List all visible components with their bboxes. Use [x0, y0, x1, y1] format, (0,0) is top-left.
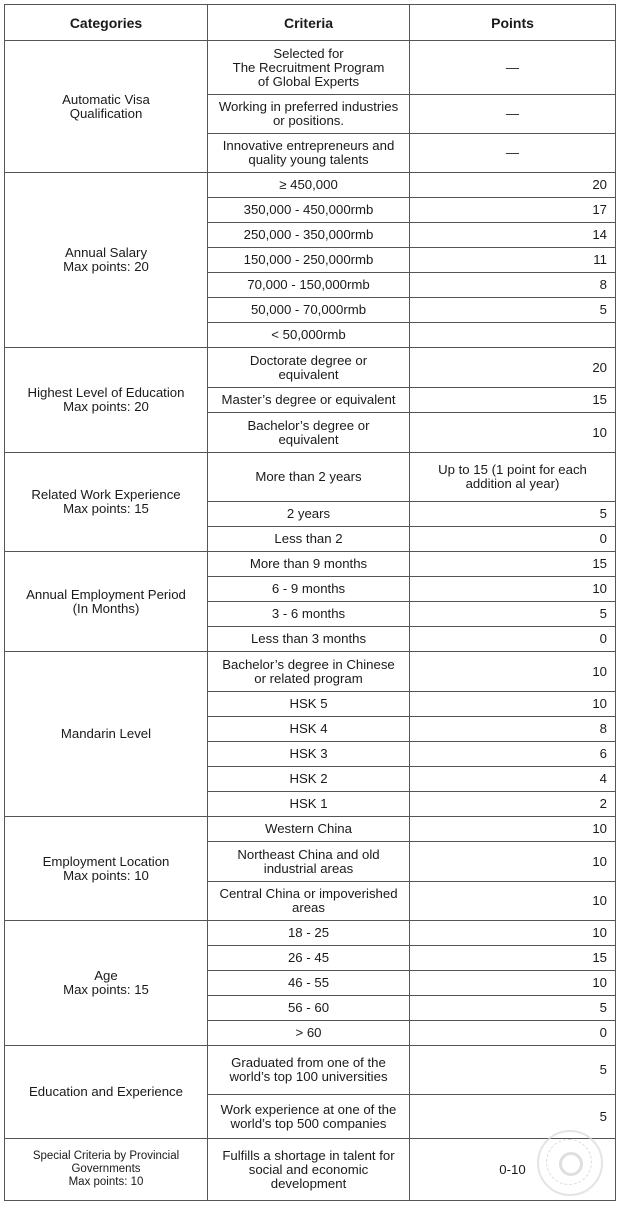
points-cell: 2 [410, 792, 616, 817]
points-cell: 5 [410, 996, 616, 1021]
criteria-cell: Central China or impoverished areas [208, 882, 410, 921]
criteria-cell: 46 - 55 [208, 971, 410, 996]
criteria-cell: Doctorate degree or equivalent [208, 348, 410, 388]
criteria-cell: Work experience at one of the world’s top 500 companies [208, 1095, 410, 1139]
criteria-cell: HSK 5 [208, 692, 410, 717]
criteria-cell: Less than 3 months [208, 627, 410, 652]
points-cell: 8 [410, 273, 616, 298]
criteria-cell: 3 - 6 months [208, 602, 410, 627]
criteria-cell: Fulfills a shortage in talent for social and economic development [208, 1139, 410, 1201]
criteria-cell: 350,000 - 450,000rmb [208, 198, 410, 223]
points-cell: Up to 15 (1 point for each addition al year) [410, 453, 616, 502]
points-cell: 10 [410, 577, 616, 602]
table-row [5, 453, 616, 502]
criteria-cell: HSK 2 [208, 767, 410, 792]
criteria-cell: 150,000 - 250,000rmb [208, 248, 410, 273]
category-cell: Annual Salary Max points: 20 [5, 173, 208, 348]
criteria-cell: More than 9 months [208, 552, 410, 577]
points-cell: 10 [410, 971, 616, 996]
points-cell: 0 [410, 627, 616, 652]
criteria-cell: 250,000 - 350,000rmb [208, 223, 410, 248]
points-cell: 5 [410, 602, 616, 627]
header-row [5, 5, 616, 41]
criteria-cell: Selected for The Recruitment Program of Global Experts [208, 41, 410, 95]
table-row [5, 1139, 616, 1201]
criteria-cell: Innovative entrepreneurs and quality young talents [208, 134, 410, 173]
criteria-cell: ≥ 450,000 [208, 173, 410, 198]
points-cell: 5 [410, 298, 616, 323]
category-cell: Related Work Experience Max points: 15 [5, 453, 208, 552]
criteria-cell: 2 years [208, 502, 410, 527]
points-cell: 10 [410, 817, 616, 842]
category-cell: Education and Experience [5, 1046, 208, 1139]
points-cell: 6 [410, 742, 616, 767]
criteria-cell: HSK 4 [208, 717, 410, 742]
points-cell: 0 [410, 527, 616, 552]
points-cell: 10 [410, 842, 616, 882]
table-row [5, 652, 616, 692]
points-cell: 15 [410, 552, 616, 577]
points-cell: 20 [410, 348, 616, 388]
criteria-cell: Bachelor’s degree or equivalent [208, 413, 410, 453]
table-row [5, 921, 616, 946]
criteria-cell: Graduated from one of the world’s top 100 universities [208, 1046, 410, 1095]
criteria-cell: 6 - 9 months [208, 577, 410, 602]
table-row [5, 552, 616, 577]
points-cell: 15 [410, 388, 616, 413]
header-criteria: Criteria [208, 5, 410, 41]
criteria-cell: Master’s degree or equivalent [208, 388, 410, 413]
criteria-cell: Less than 2 [208, 527, 410, 552]
points-cell: 17 [410, 198, 616, 223]
table-row [5, 41, 616, 95]
points-cell: 4 [410, 767, 616, 792]
criteria-cell: 70,000 - 150,000rmb [208, 273, 410, 298]
category-cell: Age Max points: 15 [5, 921, 208, 1046]
points-cell: 15 [410, 946, 616, 971]
criteria-cell: 56 - 60 [208, 996, 410, 1021]
criteria-cell: 18 - 25 [208, 921, 410, 946]
criteria-cell: Bachelor’s degree in Chinese or related program [208, 652, 410, 692]
points-cell: — [410, 95, 616, 134]
table-row [5, 1046, 616, 1095]
category-cell: Mandarin Level [5, 652, 208, 817]
points-cell: 10 [410, 882, 616, 921]
table-row [5, 348, 616, 388]
category-cell: Highest Level of Education Max points: 20 [5, 348, 208, 453]
category-cell: Special Criteria by Provincial Governments Max points: 10 [5, 1139, 208, 1201]
points-cell: 0-10 [410, 1139, 616, 1201]
points-cell: — [410, 134, 616, 173]
points-cell: 5 [410, 502, 616, 527]
criteria-cell: 50,000 - 70,000rmb [208, 298, 410, 323]
criteria-cell: More than 2 years [208, 453, 410, 502]
category-cell: Employment Location Max points: 10 [5, 817, 208, 921]
points-cell: 0 [410, 1021, 616, 1046]
criteria-cell: Northeast China and old industrial areas [208, 842, 410, 882]
watermark-seal-icon [537, 1130, 603, 1196]
criteria-cell: < 50,000rmb [208, 323, 410, 348]
criteria-cell: > 60 [208, 1021, 410, 1046]
criteria-cell: HSK 3 [208, 742, 410, 767]
table-row [5, 173, 616, 198]
header-categories: Categories [5, 5, 208, 41]
criteria-cell: HSK 1 [208, 792, 410, 817]
points-cell: 10 [410, 921, 616, 946]
table-row [5, 817, 616, 842]
category-cell: Annual Employment Period (In Months) [5, 552, 208, 652]
points-cell: 5 [410, 1046, 616, 1095]
visa-points-table [4, 4, 616, 1201]
criteria-cell: 26 - 45 [208, 946, 410, 971]
points-cell: 8 [410, 717, 616, 742]
points-cell: 10 [410, 692, 616, 717]
points-cell: 5 [410, 1095, 616, 1139]
points-cell: 10 [410, 413, 616, 453]
points-cell: — [410, 41, 616, 95]
header-points: Points [410, 5, 616, 41]
points-cell: 14 [410, 223, 616, 248]
points-cell: 11 [410, 248, 616, 273]
criteria-cell: Working in preferred industries or positions. [208, 95, 410, 134]
points-cell [410, 323, 616, 348]
criteria-cell: Western China [208, 817, 410, 842]
category-cell: Automatic Visa Qualification [5, 41, 208, 173]
points-cell: 10 [410, 652, 616, 692]
points-cell: 20 [410, 173, 616, 198]
